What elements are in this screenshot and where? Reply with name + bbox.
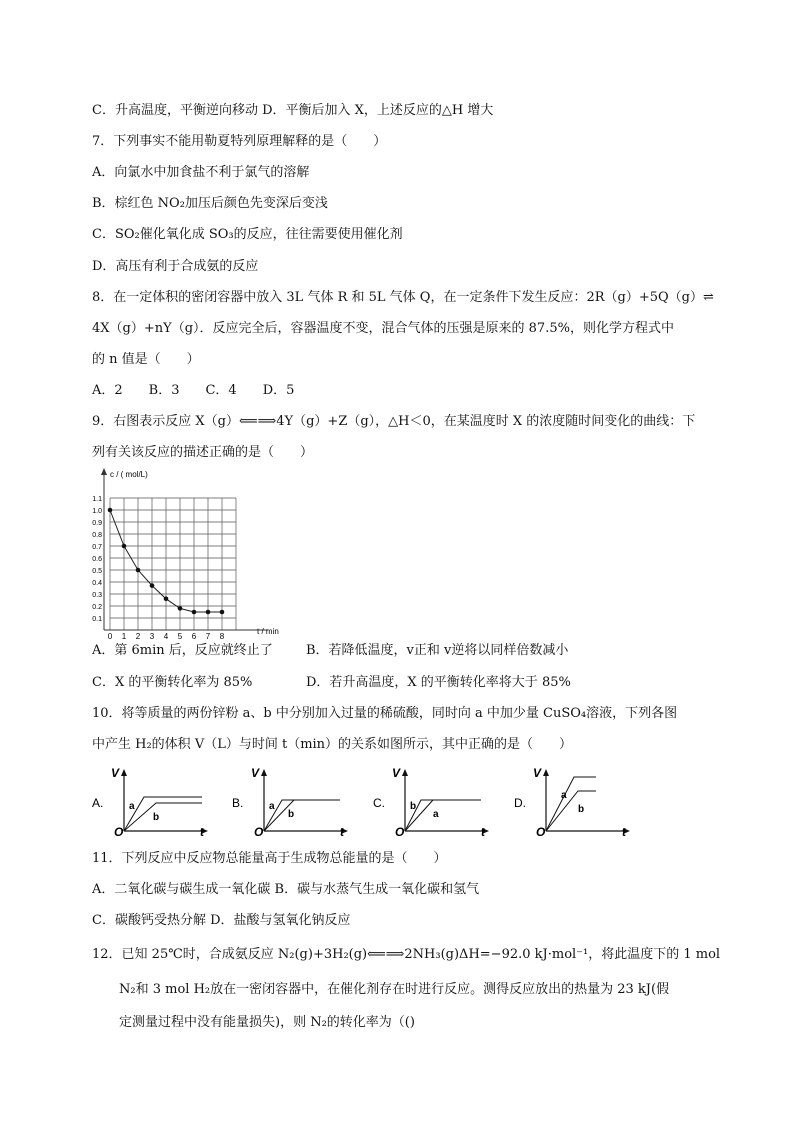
option-label: B.	[232, 796, 244, 810]
q9-stem-2: 列有关该反应的描述正确的是（ ）	[92, 445, 314, 460]
data-point	[206, 610, 211, 615]
v-axis-label: V	[251, 766, 260, 780]
x-tick-label: 3	[149, 632, 155, 640]
q7-stem: 7．下列事实不能用勒夏特列原理解释的是（ ）	[92, 134, 387, 149]
data-point	[178, 606, 183, 611]
y-tick-label: 0.8	[92, 532, 102, 539]
q12-stem-3: 定测量过程中没有能量损失)，则 N₂的转化率为（()	[119, 1015, 415, 1030]
x-tick-label: 4	[163, 632, 169, 640]
y-tick-label: 0.4	[92, 580, 102, 587]
t-axis-label: t	[200, 825, 204, 837]
curve-label-lower: b	[153, 812, 160, 823]
q9-option-a: A．第 6min 后，反应就终止了	[92, 643, 273, 658]
q10-stem-1: 10．将等质量的两份锌粉 a、b 中分别加入过量的稀硫酸，同时向 a 中加少量 CuSO₄溶液，下列各图	[92, 706, 678, 721]
option-label: C.	[373, 796, 385, 810]
curve-label-upper: b	[410, 801, 417, 812]
chart-grid	[110, 498, 236, 630]
q7-option-d: D．高压有利于合成氨的反应	[92, 259, 259, 274]
x-tick-label: 8	[219, 632, 225, 640]
curve-a	[264, 800, 340, 831]
q10-option-graph	[514, 765, 639, 837]
q11-stem: 11．下列反应中反应物总能量高于生成物总能量的是（ ）	[92, 851, 447, 866]
curve-label-upper: a	[561, 790, 567, 801]
q8-options: A．2 B．3 C．4 D．5	[92, 383, 295, 398]
curve-label-lower: a	[433, 809, 439, 820]
origin-label: O	[114, 825, 124, 837]
y-tick-label: 0.6	[92, 556, 102, 563]
v-axis-arrow	[402, 769, 408, 776]
q8-stem-3: 的 n 值是（ ）	[92, 352, 200, 367]
origin-label: O	[254, 825, 264, 837]
v-axis-label: V	[111, 766, 120, 780]
q7-option-b: B．棕红色 NO₂加压后颜色先变深后变浅	[92, 196, 328, 211]
data-point	[150, 583, 155, 588]
x-tick-label: 6	[191, 632, 197, 640]
y-tick-label: 0.2	[92, 604, 102, 611]
q6-option-c-d: C．升高温度，平衡逆向移动 D．平衡后加入 X，上述反应的△H 增大	[92, 103, 494, 118]
v-axis-label: V	[392, 766, 401, 780]
data-point	[136, 568, 141, 573]
q10-option-graph	[373, 765, 498, 837]
curve-b	[546, 791, 596, 831]
q11-options-ab: A．二氧化碳与碳生成一氧化碳 B．碳与水蒸气生成一氧化碳和氢气	[92, 882, 480, 897]
q9-option-c: C．X 的平衡转化率为 85%	[92, 675, 253, 690]
v-axis-arrow	[261, 769, 267, 776]
q8-stem-1: 8．在一定体积的密闭容器中放入 3L 气体 R 和 5L 气体 Q，在一定条件下发生反应：2R（g）+5Q（g）⇌	[92, 290, 714, 305]
q8-stem-2: 4X（g）+nY（g）．反应完全后，容器温度不变，混合气体的压强是原来的 87.5%，则化学方程式中	[92, 321, 674, 336]
x-tick-label: 7	[205, 632, 211, 640]
curve-label-lower: b	[578, 804, 585, 815]
option-label: D.	[514, 796, 526, 810]
q10-stem-2: 中产生 H₂的体积 V（L）与时间 t（min）的关系如图所示，其中正确的是（ ）	[92, 737, 573, 752]
y-tick-label: 1.1	[92, 496, 102, 503]
q10-option-graph	[232, 765, 357, 837]
x-tick-label: 5	[177, 632, 183, 640]
x-tick-label: 0	[107, 632, 113, 640]
t-axis-label: t	[622, 825, 626, 837]
q12-stem-2: N₂和 3 mol H₂放在一密闭容器中，在催化剂存在时进行反应。测得反应放出的热量为 23 kJ(假	[119, 982, 670, 997]
y-tick-label: 1.0	[92, 508, 102, 515]
curve-label-upper: a	[129, 801, 135, 812]
curve-a	[405, 800, 481, 831]
curve-a	[124, 797, 202, 831]
data-point	[192, 610, 197, 615]
x-axis-label: t / min	[257, 627, 279, 636]
x-tick-label: 2	[135, 632, 141, 640]
curve-b	[124, 803, 202, 831]
q7-option-c: C．SO₂催化氧化成 SO₃的反应，往往需要使用催化剂	[92, 227, 403, 242]
y-axis-arrow	[101, 468, 107, 475]
y-tick-label: 0.1	[92, 616, 102, 623]
q11-options-cd: C．碳酸钙受热分解 D．盐酸与氢氧化钠反应	[92, 913, 351, 928]
q9-concentration-chart	[88, 465, 288, 640]
q9-option-b: B．若降低温度，v正和 v逆将以同样倍数减小	[306, 643, 569, 658]
curve-label-upper: a	[269, 801, 275, 812]
v-axis-label: V	[533, 766, 542, 780]
y-tick-label: 0.7	[92, 544, 102, 551]
q9-option-d: D．若升高温度，X 的平衡转化率将大于 85%	[306, 675, 571, 690]
q12-stem-1: 12．已知 25℃时，合成氨反应 N₂(g)+3H₂(g)⟸⟹2NH₃(g)ΔH=−92.0 kJ·mol⁻¹，将此温度下的 1 mol	[92, 947, 721, 962]
y-tick-label: 0.5	[92, 568, 102, 575]
x-tick-label: 1	[121, 632, 127, 640]
data-point	[122, 544, 127, 549]
v-axis-arrow	[121, 769, 127, 776]
q9-stem-1: 9．右图表示反应 X（g）⟸⟹4Y（g）+Z（g），△H＜0，在某温度时 X 的浓度随时间变化的曲线：下	[92, 414, 696, 429]
data-point	[164, 597, 169, 602]
y-axis-label: c / ( mol/L)	[110, 470, 148, 479]
origin-label: O	[395, 825, 405, 837]
curve-label-lower: b	[288, 809, 295, 820]
v-axis-arrow	[543, 769, 549, 776]
t-axis-label: t	[340, 825, 344, 837]
y-tick-label: 0.9	[92, 520, 102, 527]
origin-label: O	[536, 825, 546, 837]
option-label: A.	[92, 796, 104, 810]
y-tick-label: 0.3	[92, 592, 102, 599]
t-axis-label: t	[481, 825, 485, 837]
data-point	[220, 610, 225, 615]
q7-option-a: A．向氯水中加食盐不利于氯气的溶解	[92, 165, 310, 180]
q10-option-graph	[92, 765, 217, 837]
data-point	[108, 508, 113, 513]
curve-a	[546, 777, 596, 831]
